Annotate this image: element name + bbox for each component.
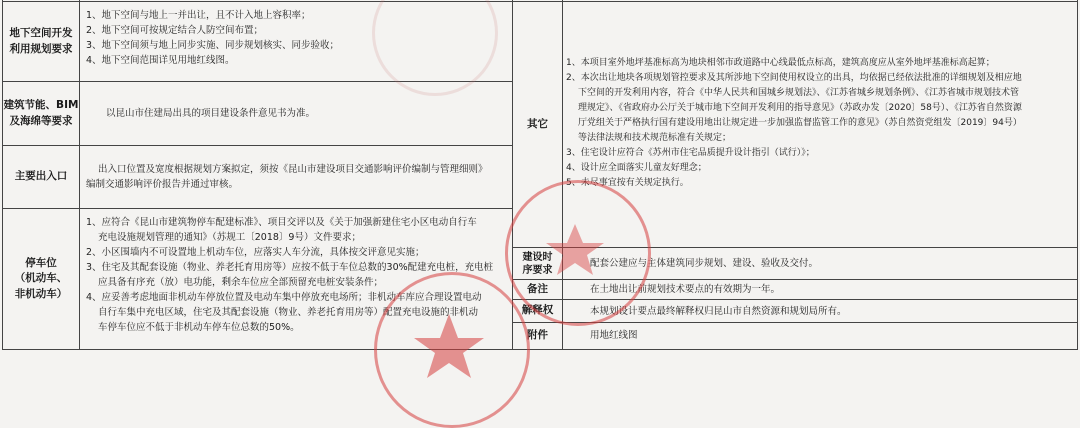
- underground-space-content: 1、地下空间与地上一并出让，且不计入地上容积率； 2、地下空间可按规定结合人防空间布置； 3、地下空间须与地上同步实施、同步规划核实、同步验收； 4、地下空间范围详见用地红线图。: [86, 10, 340, 66]
- parking-label: 停车位 （机动车、 非机动车）: [14, 257, 68, 300]
- right-top-border: [512, 1, 1078, 2]
- main-entrance-label: 主要出入口: [14, 170, 68, 183]
- main-entrance-content: 出入口位置及宽度根据规划方案拟定，须按《昆山市建设项目交通影响评价编制与管理细则》 编制交通影响评价报告并通过审核。: [86, 164, 488, 190]
- energy-bim-label: 建筑节能、BIM 及海绵等要求: [3, 99, 79, 127]
- build-order-label: 建设时 序要求: [522, 251, 553, 276]
- build-order-content: 配套公建应与主体建筑同步规划、建设、验收及交付。: [590, 258, 819, 269]
- right-outer-border: [1077, 0, 1078, 350]
- parking-content: 1、应符合《昆山市建筑物停车配建标准》、项目交评以及《关于加强新建住宅小区电动自行车 充电设施规划管理的通知》（苏规工〔2018〕9号）文件要求； 2、小区围墙内不可设置地上机动车位，应落实人车分流，具体按交评意见实施； 3、住宅及其配套设施（物业、养老托育用房等）应按不低于车位总数的30%配建充电桩，充电桩 应具备有序充（放）电功能，剩余车位应全部预留充电桩安装条件； 4、应妥善考虑地面非机动车停放位置及电动车集中停放充电场所；非机动车库应合理设置电动 自行车集中充电区域，住宅及其配套设施（物业、养老托育用房等）配置充电设施的非机动 车停车位应不低于非机动车停车位总数的50%。: [86, 217, 494, 333]
- official-seal-right: [505, 180, 651, 326]
- left-label-divider: [79, 0, 80, 349]
- right-bottom-border: [512, 349, 1078, 350]
- remark-label: 备注: [527, 282, 548, 295]
- interpretation-label: 解释权: [521, 304, 554, 317]
- other-content: 1、本项目室外地坪基准标高为地块相邻市政道路中心线最低点标高，建筑高度应从室外地坪基准标高起算； 2、本次出让地块各项规划管控要求及其所涉地下空间使用权设立的出具，均依据已经依法批准的详细规划及相应地 下空间的开发利用内容，符合《中华人民共和国城乡规划法》、《江苏省城乡规划条例》、《江苏省城市规划技术管 理规定》、《省政府办公厅关于城市地下空间开发利用的指导意见》（苏政办发〔2020〕58号）、《江苏省自然资源 厅党组关于严格执行国有建设用地出让规定进一步加强监督监管工作的意见》（苏自然资党组发〔2019〕94号） 等法律法规和技术规范标准有关规定； 3、住宅设计应符合《苏州市住宅品质提升设计指引（试行）》； 4、设计应全面落实儿童友好理念； 5、未尽事宜按有关规定执行。: [566, 58, 1022, 188]
- attachment-content: 用地红线图: [590, 330, 638, 341]
- energy-bim-content: 以昆山市住建局出具的项目建设条件意见书为准。: [106, 108, 316, 119]
- attachment-label: 附件: [527, 329, 548, 342]
- other-label: 其它: [527, 117, 548, 130]
- interpretation-content: 本规划设计要点最终解释权归昆山市自然资源和规划局所有。: [590, 306, 847, 317]
- remark-content: 在土地出让前规划技术要点的有效期为一年。: [590, 284, 781, 295]
- underground-space-label: 地下空间开发 利用规划要求: [9, 27, 73, 55]
